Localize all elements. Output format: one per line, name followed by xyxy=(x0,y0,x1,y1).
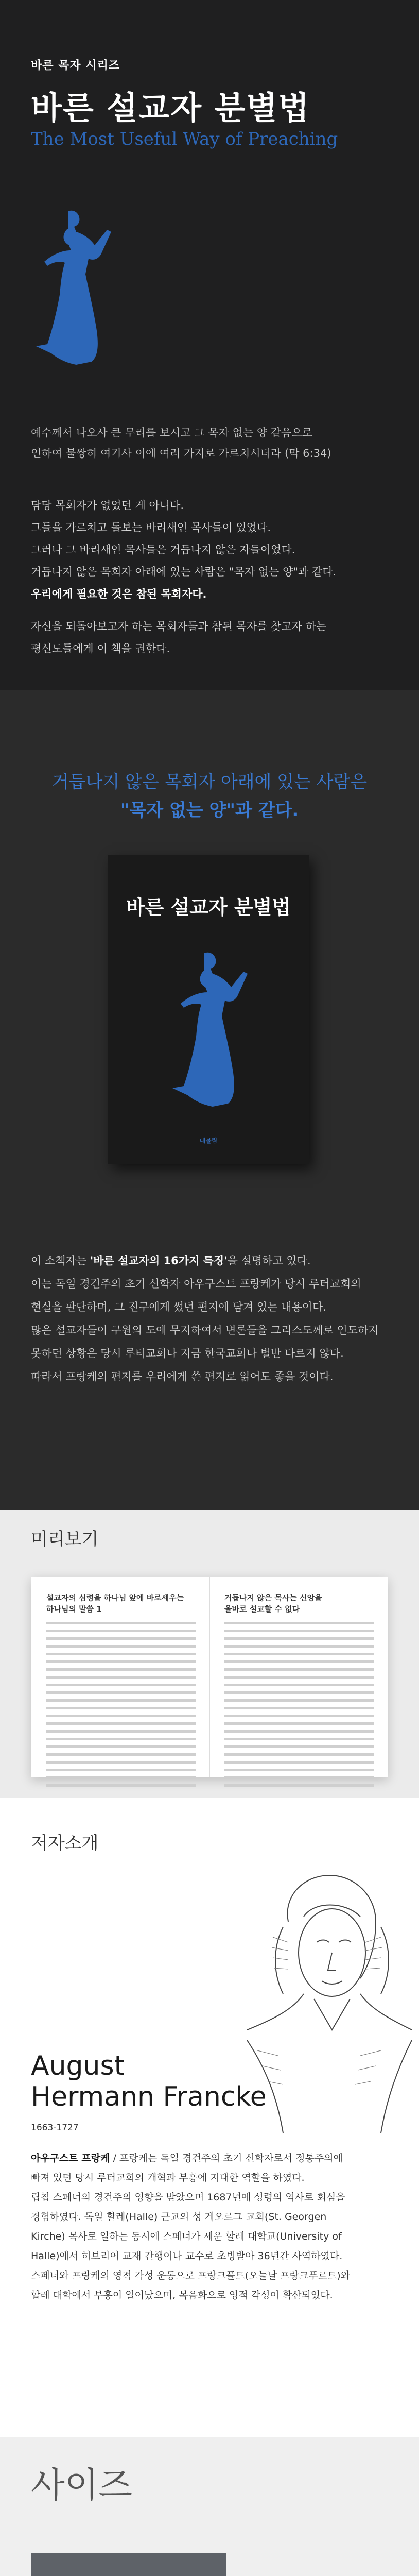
text-line-placeholder xyxy=(224,1691,374,1694)
text-line-placeholder xyxy=(224,1738,374,1740)
text-line-placeholder xyxy=(46,1653,196,1655)
text-line-placeholder xyxy=(46,1745,196,1748)
text-line-placeholder xyxy=(46,1784,196,1787)
intro-body-line: 이는 독일 경건주의 초기 신학자 아우구스트 프랑케가 당시 루터교회의 xyxy=(31,1278,361,1290)
left-page xyxy=(46,1592,196,1792)
intro-body-suffix: 을 설명하고 있다. xyxy=(227,1255,311,1267)
text-line-placeholder xyxy=(224,1630,374,1632)
author-years: 1663-1727 xyxy=(31,2123,79,2133)
text-line-placeholder xyxy=(224,1699,374,1702)
author-name-first: August xyxy=(31,2050,125,2081)
intro-body-line: 많은 설교자들이 구원의 도에 무지하여서 변론들을 그리스도께로 인도하지 xyxy=(31,1324,379,1336)
text-line-placeholder xyxy=(224,1753,374,1756)
book-title: 바른 설교자 분별법 xyxy=(31,89,310,127)
text-line-placeholder xyxy=(224,1715,374,1717)
text-line-placeholder xyxy=(46,1730,196,1733)
preview-heading: 미리보기 xyxy=(31,1529,99,1550)
page-gutter xyxy=(209,1577,210,1777)
a4-reference xyxy=(31,2553,226,2576)
author-bio-intro: / 프랑케는 독일 경건주의 초기 신학자로서 정통주의에 xyxy=(110,2153,343,2164)
series-name: 바른 목자 xyxy=(31,59,81,72)
text-line-placeholder xyxy=(46,1707,196,1709)
author-bio-line: 스페너와 프랑케의 영적 각성 운동으로 프랑크플트(오늘날 프랑크푸르트)와 xyxy=(31,2270,351,2281)
quote-line: 예수께서 나오사 큰 무리를 보시고 그 목자 없는 양 같음으로 xyxy=(31,427,312,439)
recommend-text xyxy=(31,616,391,660)
author-bio xyxy=(31,2148,391,2305)
page-title-line: 올바로 설교할 수 없다 xyxy=(224,1604,300,1614)
text-line-placeholder xyxy=(46,1684,196,1686)
size-section xyxy=(0,2437,419,2576)
list-line: 거듭나지 않은 목회자 아래에 있는 사람은 "목자 없는 양"과 같다. xyxy=(31,566,337,578)
author-bio-line: 립칩 스페너의 경건주의 영향을 받았으며 1687년에 성령의 역사로 회심을 xyxy=(31,2192,345,2203)
text-line-placeholder xyxy=(224,1668,374,1671)
author-name-last: Hermann Francke xyxy=(31,2081,267,2112)
text-line-placeholder xyxy=(224,1622,374,1624)
lead-line: 거듭나지 않은 목회자 아래에 있는 사람은 xyxy=(51,772,368,792)
text-line-placeholder xyxy=(224,1769,374,1771)
author-bio-line xyxy=(31,2148,391,2168)
text-line-placeholder xyxy=(46,1637,196,1640)
text-line-placeholder xyxy=(224,1745,374,1748)
book-subtitle: The Most Useful Way of Preaching xyxy=(31,129,338,149)
author-bio-line: 경험하였다. 독일 할레(Halle) 근교의 성 게오르그 교회(St. Georgen xyxy=(31,2211,327,2223)
intro-section xyxy=(0,690,419,1510)
intro-body-prefix: 이 소책자는 xyxy=(31,1255,90,1267)
author-section xyxy=(0,1798,419,2437)
book-cover xyxy=(108,855,309,1164)
text-line-placeholder xyxy=(46,1668,196,1671)
author-heading: 저자소개 xyxy=(31,1833,99,1854)
left-page-title xyxy=(46,1592,196,1615)
recommend-line: 평신도들에게 이 책을 권한다. xyxy=(31,642,170,655)
text-line-placeholder xyxy=(224,1730,374,1733)
preacher-silhouette-icon xyxy=(21,201,124,371)
series-suffix: 시리즈 xyxy=(81,59,120,72)
text-line-placeholder xyxy=(46,1676,196,1679)
intro-body-line: 못하던 상황은 당시 루터교회나 지금 한국교회나 별반 다르지 않다. xyxy=(31,1347,344,1360)
list-line: 그들을 가르치고 돌보는 바리새인 목사들이 있었다. xyxy=(31,521,271,534)
author-bio-name: 아우구스트 프랑케 xyxy=(31,2153,110,2164)
preacher-silhouette-icon xyxy=(157,943,260,1113)
book-cover-title: 바른 설교자 분별법 xyxy=(126,896,291,919)
text-line-placeholder xyxy=(46,1738,196,1740)
text-line-placeholder xyxy=(46,1699,196,1702)
right-page-title xyxy=(224,1592,374,1615)
recommend-line: 자신을 되돌아보고자 하는 목회자들과 참된 목자를 찾고자 하는 xyxy=(31,620,327,633)
text-line-placeholder xyxy=(46,1691,196,1694)
page-title-line: 설교자의 심령을 하나님 앞에 바로세우는 xyxy=(46,1593,184,1602)
size-heading: 사이즈 xyxy=(31,2465,133,2506)
author-bio-line: 빠져 있던 당시 루터교회의 개혁과 부흥에 지대한 역할을 하였다. xyxy=(31,2172,305,2183)
preview-section xyxy=(0,1510,419,1798)
right-page xyxy=(224,1592,374,1792)
text-line-placeholder xyxy=(224,1776,374,1779)
author-bio-line: Kirche) 목사로 일하는 동시에 스페너가 세운 할레 대학교(University of xyxy=(31,2231,342,2242)
text-line-placeholder xyxy=(46,1776,196,1779)
list-line: 그러나 그 바리새인 목사들은 거듭나지 않은 자들이었다. xyxy=(31,544,295,556)
text-line-placeholder xyxy=(224,1684,374,1686)
intro-body-line: 현실을 판단하며, 그 진구에게 썼던 편지에 담겨 있는 내용이다. xyxy=(31,1301,326,1313)
intro-body-line xyxy=(31,1249,391,1273)
text-line-placeholder xyxy=(224,1645,374,1648)
text-line-placeholder xyxy=(46,1769,196,1771)
page-spread xyxy=(31,1577,388,1777)
list-line: 담당 목회자가 없었던 게 아니다. xyxy=(31,499,184,512)
text-line-placeholder xyxy=(46,1645,196,1648)
text-line-placeholder xyxy=(224,1653,374,1655)
page-title-line: 거듭나지 않은 목사는 신앙을 xyxy=(224,1593,322,1602)
text-line-placeholder xyxy=(224,1676,374,1679)
author-bio-line: 할레 대학에서 부흥이 일어났으며, 복음화으로 영적 각성이 확산되었다. xyxy=(31,2290,333,2301)
intro-body-emphasis: '바른 설교자의 16가지 특징' xyxy=(90,1255,228,1267)
series-label xyxy=(31,57,120,73)
text-line-placeholder xyxy=(46,1722,196,1725)
intro-body xyxy=(31,1249,391,1388)
author-bio-line: Halle)에서 히브리어 교재 간행이나 교수로 초빙받아 36년간 사역하였다. xyxy=(31,2250,343,2262)
text-line-placeholder xyxy=(46,1622,196,1624)
text-line-placeholder xyxy=(46,1660,196,1663)
list-emphasis: 우리에게 필요한 것은 참된 목회자다. xyxy=(31,588,207,600)
text-line-placeholder xyxy=(46,1630,196,1632)
intro-body-line: 따라서 프랑케의 편지를 우리에게 쓴 편지로 읽어도 좋을 것이다. xyxy=(31,1370,334,1383)
text-line-placeholder xyxy=(224,1761,374,1764)
page-title-line: 하나님의 말씀 1 xyxy=(46,1604,102,1614)
text-line-placeholder xyxy=(46,1753,196,1756)
text-line-placeholder xyxy=(224,1784,374,1787)
intro-list xyxy=(31,495,391,605)
text-line-placeholder xyxy=(46,1715,196,1717)
text-line-placeholder xyxy=(224,1637,374,1640)
lead-emphasis: "목자 없는 양"과 같다. xyxy=(120,800,299,821)
bible-quote xyxy=(31,422,391,464)
hero-section xyxy=(0,0,419,690)
text-line-placeholder xyxy=(46,1761,196,1764)
text-line-placeholder xyxy=(224,1660,374,1663)
quote-line: 인하여 불쌍히 여기사 이에 여러 가지로 가르치시더라 (막 6:34) xyxy=(31,447,331,460)
text-line-placeholder xyxy=(224,1707,374,1709)
book-cover-publisher: 대물림 xyxy=(199,1137,218,1144)
text-line-placeholder xyxy=(224,1722,374,1725)
